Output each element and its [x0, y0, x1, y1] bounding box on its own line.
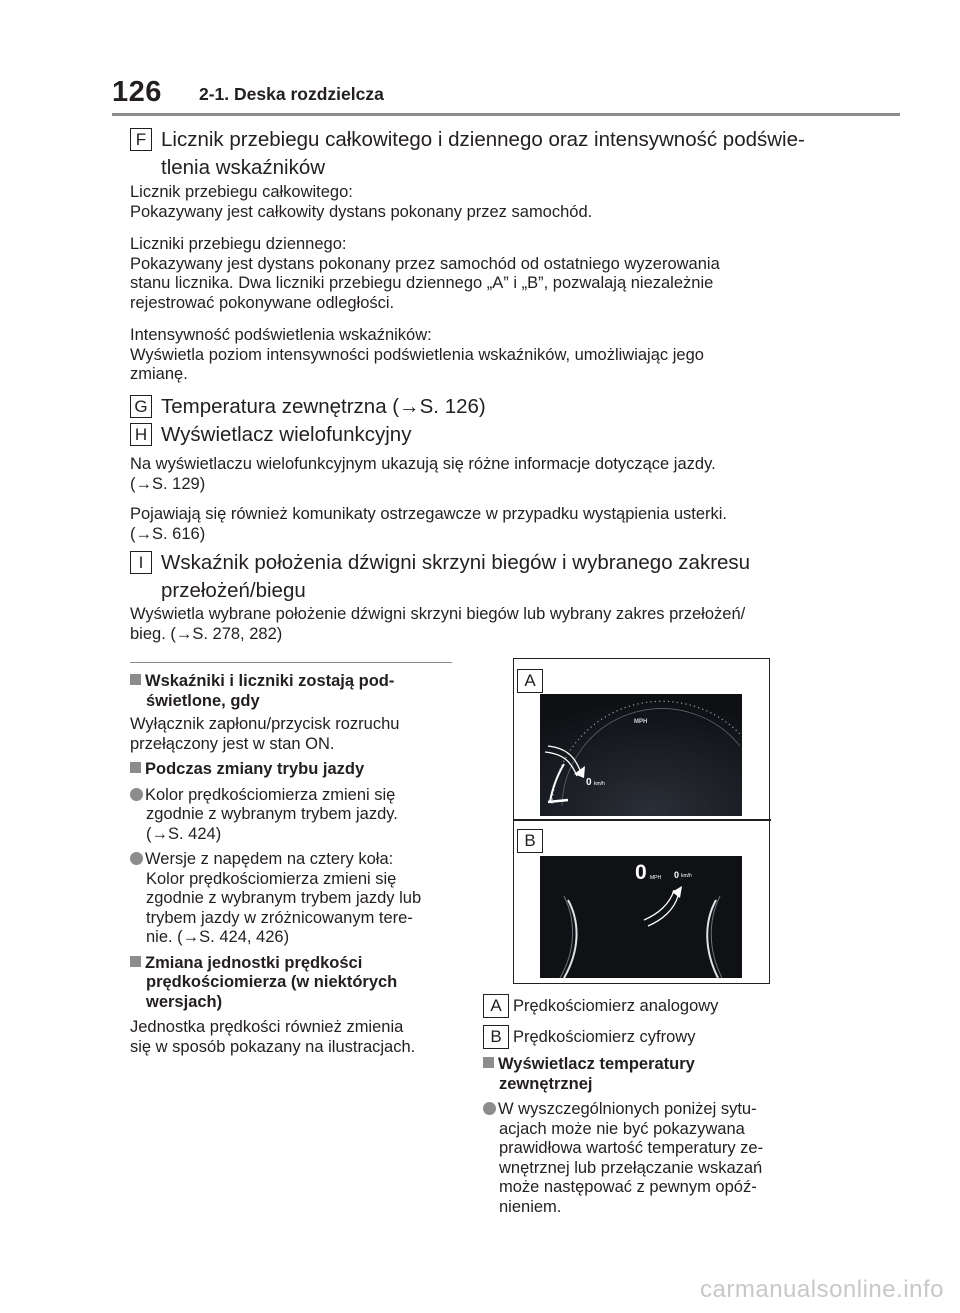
brightness-paragraph — [130, 326, 800, 385]
shift-line1: Wyświetla wybrane położenie dźwigni skrzyni biegów lub wybrany zakres przełożeń/ — [130, 605, 746, 623]
lc-bullet2-line4: trybem jazdy w zróżnicowanym tere- — [146, 908, 413, 927]
lc-heading3-line1: Zmiana jednostki prędkości — [145, 953, 363, 972]
column-rule — [130, 662, 452, 663]
trip-label: Liczniki przebiegu dziennego: — [130, 235, 347, 253]
round-bullet-icon — [483, 1102, 496, 1115]
item-f-title-line2: tlenia wskaźników — [161, 156, 326, 179]
brightness-line1: Wyświetla poziom intensywności podświetlenia wskaźników, umożliwiając jego — [130, 345, 704, 364]
square-bullet-icon — [483, 1057, 494, 1068]
square-bullet-icon — [130, 674, 141, 685]
round-bullet-icon — [130, 852, 143, 865]
analog-speedometer-screen — [540, 694, 742, 816]
square-bullet-icon — [130, 762, 141, 773]
lc-text1-line2: przełączony jest w stan ON. — [130, 734, 335, 753]
digital-unit-label: MPH — [650, 875, 662, 881]
badge-i: I — [130, 551, 152, 574]
item-i-heading — [130, 549, 750, 605]
item-g-title: Temperatura zewnętrzna (→S. 126) — [161, 395, 486, 418]
digital-speed-value: 0 — [635, 861, 647, 884]
analog-gauge-graphic — [540, 694, 742, 816]
legend-b — [483, 1025, 813, 1053]
lc-bullet2-line3: zgodnie z wybranym trybem jazdy lub — [146, 889, 422, 907]
item-f-title-line1: Licznik przebiegu całkowitego i dziennego oraz intensywność podświe- — [161, 128, 805, 151]
rc-heading — [483, 1055, 813, 1094]
lc-heading3-line2: prędkościomierza (w niektórych — [146, 973, 398, 991]
item-i-title-line1: Wskaźnik położenia dźwigni skrzyni biegów i wybranego zakresu — [161, 551, 751, 574]
lc-bullet1-line3: (→S. 424) — [146, 824, 222, 843]
item-g-heading — [130, 393, 486, 421]
left-column — [130, 672, 460, 1057]
item-h-title: Wyświetlacz wielofunkcyjny — [161, 423, 412, 446]
rc-bullet-line3: prawidłowa wartość temperatury ze- — [499, 1139, 764, 1157]
analog-zero-label: 0 — [586, 777, 592, 788]
right-column — [483, 994, 813, 1217]
figure-divider — [514, 819, 771, 821]
rc-heading-line1: Wyświetlacz temperatury — [498, 1055, 695, 1073]
lc-text3-line2: się w sposób pokazany na ilustracjach. — [130, 1037, 416, 1056]
warning-line2: (→S. 616) — [130, 524, 206, 543]
legend-label-a: A — [483, 994, 509, 1018]
rc-bullet-line2: acjach może nie być pokazywana — [499, 1119, 745, 1138]
shift-line2: bieg. (→S. 278, 282) — [130, 624, 283, 643]
trip-line2: stanu licznika. Dwa liczniki przebiegu dziennego „A” i „B”, pozwalają niezależnie — [130, 274, 714, 292]
lc-text1 — [130, 715, 460, 754]
figure-label-b: B — [517, 829, 543, 853]
digital-zero-label: 0 — [674, 870, 680, 880]
item-h-heading — [130, 421, 411, 449]
odometer-paragraph — [130, 183, 800, 222]
analog-kmh-label: km/h — [594, 781, 605, 787]
legend-label-b: B — [483, 1025, 509, 1049]
lc-text3 — [130, 1018, 460, 1057]
lc-heading1-line1: Wskaźniki i liczniki zostają pod- — [145, 672, 395, 690]
lc-heading1-line2: świetlone, gdy — [146, 691, 260, 710]
legend-a — [483, 994, 813, 1020]
lc-bullet2-line2: Kolor prędkościomierza zmieni się — [146, 869, 397, 888]
lc-bullet1-line1: Kolor prędkościomierza zmieni się — [145, 785, 396, 804]
legend-b-text: Prędkościomierz cyfrowy — [513, 1028, 696, 1046]
lc-bullet1-line2: zgodnie z wybranym trybem jazdy. — [146, 805, 398, 823]
speedometer-figure — [513, 658, 770, 984]
lc-bullet2 — [130, 850, 460, 948]
lc-bullet2-line1: Wersje z napędem na cztery koła: — [145, 850, 394, 868]
mfd-paragraph — [130, 455, 800, 494]
section-title: 2-1. Deska rozdzielcza — [199, 84, 384, 104]
lc-text3-line1: Jednostka prędkości również zmienia — [130, 1018, 404, 1036]
header-rule — [112, 113, 900, 116]
lc-heading1 — [130, 672, 460, 711]
rc-bullet — [483, 1100, 813, 1217]
page-number: 126 — [112, 76, 162, 108]
rc-bullet-line1: W wyszczególnionych poniżej sytu- — [498, 1100, 757, 1118]
shift-paragraph — [130, 605, 800, 644]
lc-heading3 — [130, 954, 460, 1013]
brightness-line2: zmianę. — [130, 365, 188, 383]
lc-text1-line1: Wyłącznik zapłonu/przycisk rozruchu — [130, 715, 400, 733]
round-bullet-icon — [130, 788, 143, 801]
rc-bullet-line6: nieniem. — [499, 1197, 562, 1216]
lc-bullet2-line5: nie. (→S. 424, 426) — [146, 928, 290, 946]
trip-paragraph — [130, 235, 800, 313]
warning-paragraph — [130, 505, 800, 544]
rc-heading-line2: zewnętrznej — [499, 1074, 593, 1093]
lc-heading2-text: Podczas zmiany trybu jazdy — [145, 760, 365, 778]
brightness-label: Intensywność podświetlenia wskaźników: — [130, 326, 432, 344]
digital-kmh-label: km/h — [681, 873, 692, 879]
watermark: carmanualsonline.info — [700, 1276, 944, 1303]
lc-heading2 — [130, 760, 460, 780]
odometer-text: Pokazywany jest całkowity dystans pokonany przez samochód. — [130, 202, 593, 221]
rc-bullet-line4: wnętrznej lub przełączanie wskazań — [499, 1158, 763, 1177]
lc-bullet1 — [130, 786, 460, 845]
legend-a-text: Prędkościomierz analogowy — [513, 997, 719, 1015]
digital-speedometer-screen — [540, 856, 742, 978]
item-i-title-line2: przełożeń/biegu — [161, 579, 306, 602]
mfd-line2: (→S. 129) — [130, 474, 206, 493]
badge-h: H — [130, 423, 152, 446]
rc-bullet-line5: może następować z pewnym opóź- — [499, 1178, 757, 1196]
warning-line1: Pojawiają się również komunikaty ostrzegawcze w przypadku wystąpienia usterki. — [130, 505, 728, 523]
badge-f: F — [130, 128, 152, 151]
item-f-heading — [130, 126, 805, 182]
square-bullet-icon — [130, 956, 141, 967]
analog-unit-label: MPH — [634, 719, 648, 725]
badge-g: G — [130, 395, 152, 418]
figure-label-a: A — [517, 669, 543, 693]
lc-heading3-line3: wersjach) — [146, 992, 223, 1011]
odometer-label: Licznik przebiegu całkowitego: — [130, 183, 353, 201]
mfd-line1: Na wyświetlaczu wielofunkcyjnym ukazują się różne informacje dotyczące jazdy. — [130, 455, 716, 473]
trip-line3: rejestrować pokonywane odległości. — [130, 293, 395, 312]
trip-line1: Pokazywany jest dystans pokonany przez samochód od ostatniego wyzerowania — [130, 254, 720, 273]
